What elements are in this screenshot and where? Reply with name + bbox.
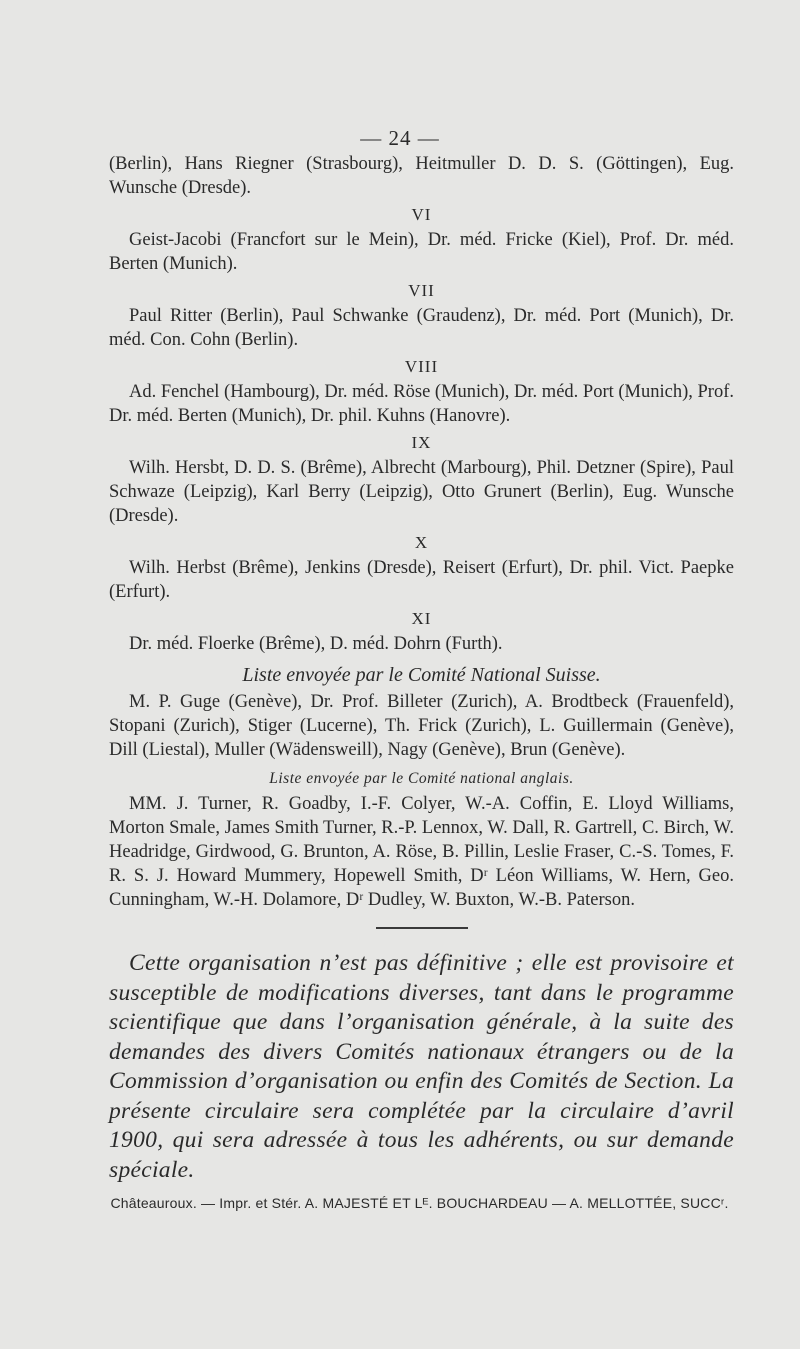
section-numeral: IX — [411, 433, 432, 452]
paragraph: (Berlin), Hans Riegner (Strasbourg), Heitmuller D. D. S. (Göttingen), Eug. Wunsche (Dresde). — [109, 154, 734, 198]
list-heading-swiss: Liste envoyée par le Comité National Suisse. — [242, 664, 601, 686]
paragraph: Paul Ritter (Berlin), Paul Schwanke (Graudenz), Dr. méd. Port (Munich), Dr. méd. Con. Cohn (Berlin). — [109, 306, 734, 350]
closing-notice: Cette organisation n’est pas définitive ; elle est provisoire et susceptible de modifications diverses, tant dans le programme scientifique que dans l’organisation générale, à la suite des demandes des divers Comités nationaux étrangers ou de la Commission d’organisation ou enfin des Comités de Section. La présente circulaire sera complétée par la circulaire d’avril 1900, qui sera adressée à tous les adhérents, ou sur demande spéciale. — [109, 950, 734, 1183]
section-numeral: VIII — [404, 357, 439, 376]
printer-imprint: Châteauroux. — Impr. et Stér. A. MAJESTÉ ET Lᴱ. BOUCHARDEAU — A. MELLOTTÉE, SUCCʳ. — [110, 1195, 729, 1211]
list-heading-english: Liste envoyée par le Comité national anglais. — [269, 770, 574, 787]
page-number: — 24 — — [360, 126, 440, 150]
paragraph: Wilh. Hersbt, D. D. S. (Brême), Albrecht (Marbourg), Phil. Detzner (Spire), Paul Schwaze (Leipzig), Karl Berry (Leipzig), Otto Grunert (Berlin), Eug. Wunsche (Dresde). — [109, 458, 734, 526]
body-text — [109, 152, 734, 1185]
paragraph: MM. J. Turner, R. Goadby, I.-F. Colyer, W.-A. Coffin, E. Lloyd Williams, Morton Smale, James Smith Turner, R.-P. Lennox, W. Dall, R. Gartrell, C. Birch, W. Headridge, Girdwood, G. Brunton, A. Röse, B. Pillin, Leslie Fraser, C.-S. Tomes, F. R. S. J. Howard Mummery, Hopewell Smith, Dʳ Léon Williams, W. Hern, Geo. Cunningham, W.-H. Dolamore, Dʳ Dudley, W. Buxton, W.-B. Paterson. — [109, 794, 734, 910]
paragraph: Dr. méd. Floerke (Brême), D. méd. Dohrn (Furth). — [129, 634, 503, 654]
section-numeral: VI — [411, 205, 432, 224]
section-numeral: XI — [411, 609, 432, 628]
paragraph: Geist-Jacobi (Francfort sur le Mein), Dr. méd. Fricke (Kiel), Prof. Dr. méd. Berten (Munich). — [109, 230, 734, 274]
separator-rule — [376, 927, 468, 929]
paragraph: M. P. Guge (Genève), Dr. Prof. Billeter (Zurich), A. Brodtbeck (Frauenfeld), Stopani (Zurich), Stiger (Lucerne), Th. Frick (Zurich), L. Guillermain (Genève), Dill (Liestal), Muller (Wädensweill), Nagy (Genève), Brun (Genève). — [109, 692, 734, 760]
section-numeral: X — [414, 533, 429, 552]
section-numeral: VII — [408, 281, 435, 300]
paragraph: Wilh. Herbst (Brême), Jenkins (Dresde), Reisert (Erfurt), Dr. phil. Vict. Paepke (Erfurt). — [109, 558, 734, 602]
paragraph: Ad. Fenchel (Hambourg), Dr. méd. Röse (Munich), Dr. méd. Port (Munich), Prof. Dr. méd. Berten (Munich), Dr. phil. Kuhns (Hanovre). — [109, 382, 734, 426]
